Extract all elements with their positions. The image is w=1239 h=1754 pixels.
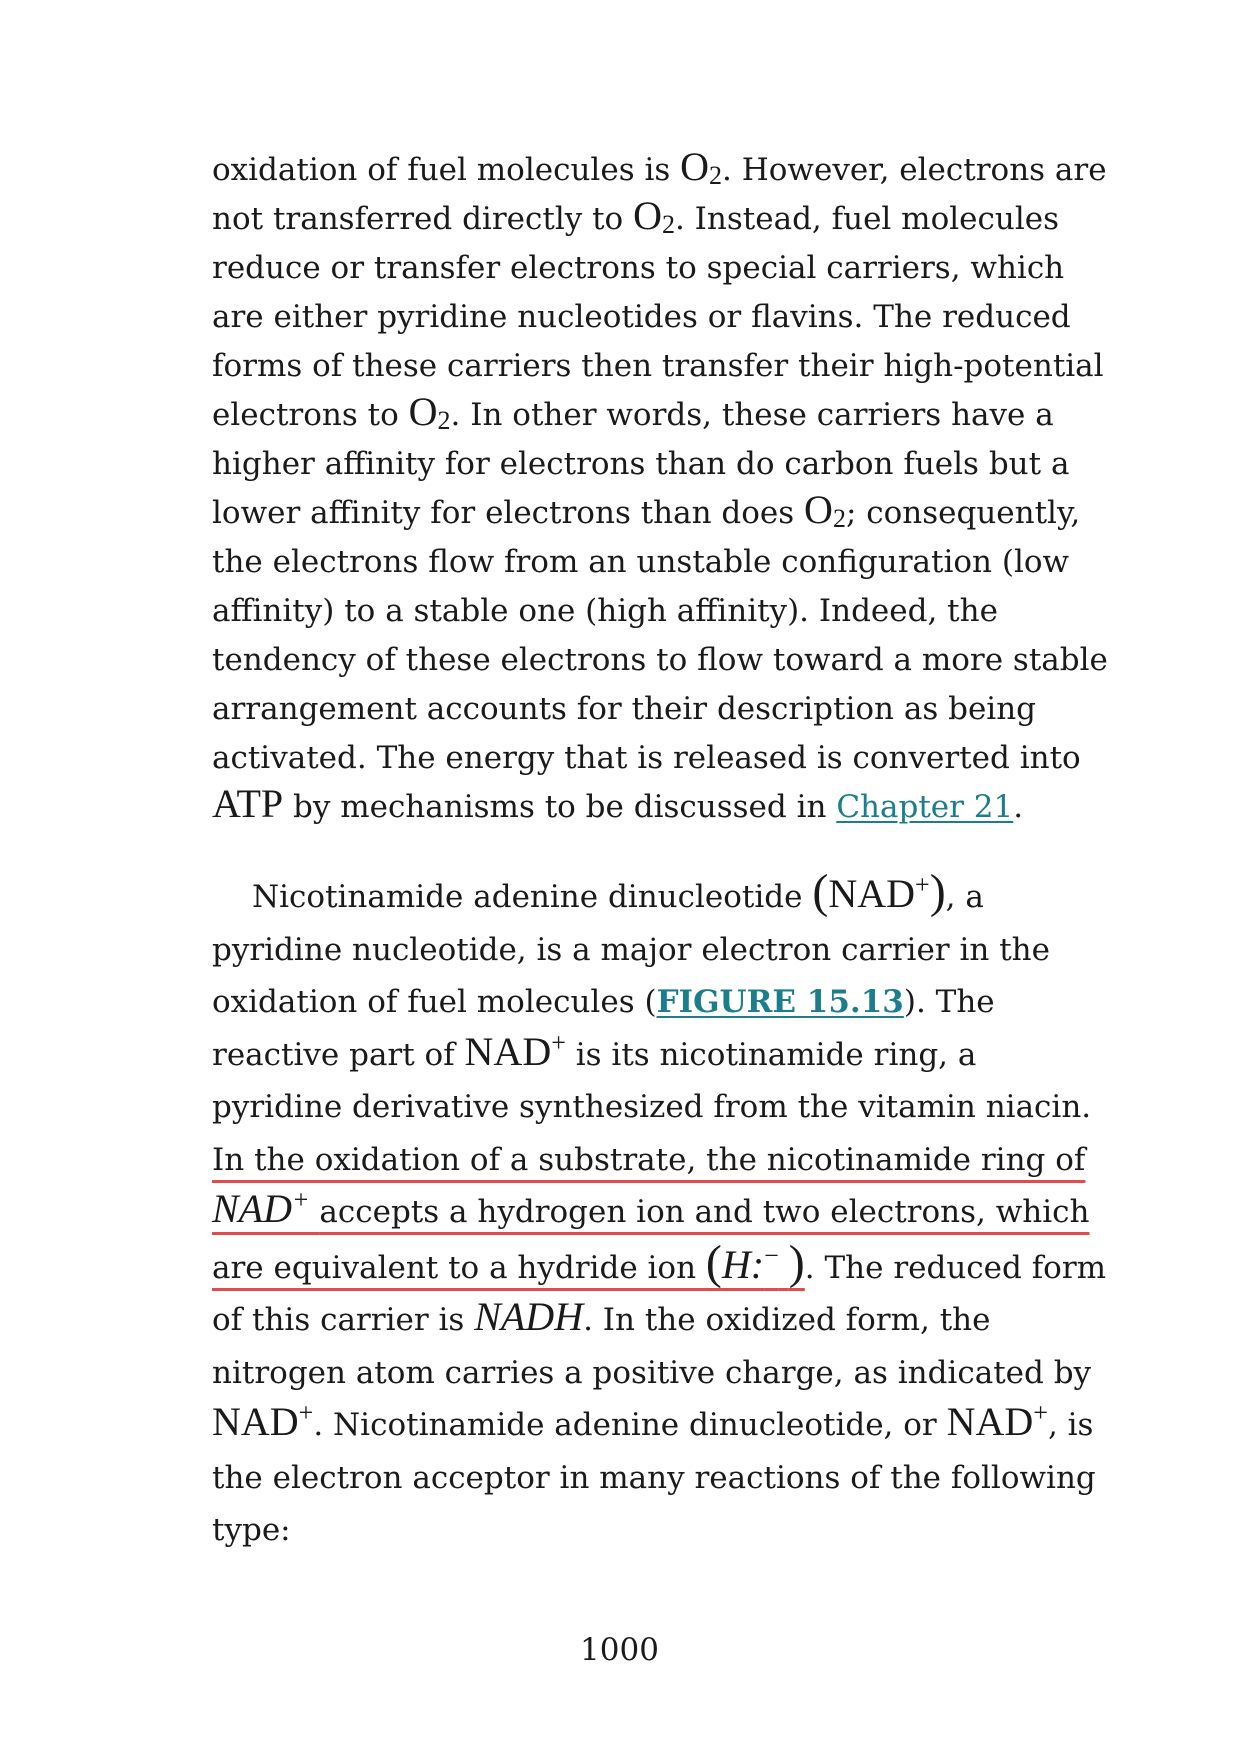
text: . However, electrons are not transferred directly to: [212, 152, 1107, 237]
highlighted-text: accepts a hydrogen ion and two electrons, which are equivalent to a hydride ion: [212, 1194, 1090, 1286]
math-nadh: NADH: [474, 1294, 584, 1339]
figure-15-13-link[interactable]: FIGURE 15.13: [656, 984, 904, 1020]
text: , a pyridine nucleotide, is a major electron carrier in the oxidation of fuel molecules (: [212, 879, 1050, 1020]
math-nad-plus: NAD+: [946, 1398, 1048, 1444]
text: . In the oxidized form, the nitrogen atom carries a positive charge, as indicated by: [212, 1302, 1092, 1391]
text: by mechanisms to be discussed in: [283, 789, 837, 825]
text: . In other words, these carriers have a higher affinity for electrons than do carbon fuels but a lower affinity for electrons than does: [212, 397, 1070, 531]
paragraph-2: [212, 865, 1112, 1557]
text: is its nicotinamide ring, a pyridine derivative synthesized from the vitamin niacin.: [212, 1036, 1092, 1125]
page-number: 1000: [580, 1632, 659, 1668]
math-nad-plus: NAD+: [464, 1027, 566, 1074]
text: .: [1013, 789, 1024, 825]
text: . The reduced form of this carrier is: [212, 1249, 1107, 1338]
math-o2: $O_2$: [804, 487, 846, 533]
text: . Instead, fuel molecules reduce or transfer electrons to special carriers, which are either pyridine nucleotides or flavins. The reduced forms of these carriers then transfer their high-potential electrons to: [212, 201, 1104, 433]
math-nad-plus: NAD+: [212, 1398, 314, 1444]
math-o2: $O_2$: [408, 389, 451, 435]
math-hydride-ion: (H:− ): [705, 1235, 805, 1289]
chapter-21-link[interactable]: Chapter 21: [836, 789, 1014, 825]
paragraph-1: [212, 146, 1112, 832]
highlighted-text: In the oxidation of a substrate, the nicotinamide ring of: [212, 1141, 1086, 1178]
math-atp: ATP: [212, 781, 284, 826]
math-o2: $O_2$: [633, 193, 675, 239]
text: oxidation of fuel molecules is: [212, 152, 681, 188]
text: ). The reactive part of: [212, 984, 995, 1073]
math-o2: $O_2$: [680, 144, 723, 190]
page-content: [212, 146, 1112, 1557]
text: ; consequently, the electrons flow from an unstable configuration (low affinity) to a stable one (high affinity). Indeed, the tendency of these electrons to flow toward a more stable arrangement accounts for their description as being activated. The energy that is released is converted into: [212, 495, 1108, 776]
text: , is the electron acceptor in many reactions of the following type:: [212, 1407, 1096, 1548]
text: Nicotinamide adenine dinucleotide: [252, 879, 813, 915]
text: . Nicotinamide adenine dinucleotide, or: [313, 1407, 947, 1443]
math-nad-plus-italic: NAD+: [212, 1185, 310, 1231]
math-nad-plus-paren: (NAD+): [812, 865, 946, 918]
